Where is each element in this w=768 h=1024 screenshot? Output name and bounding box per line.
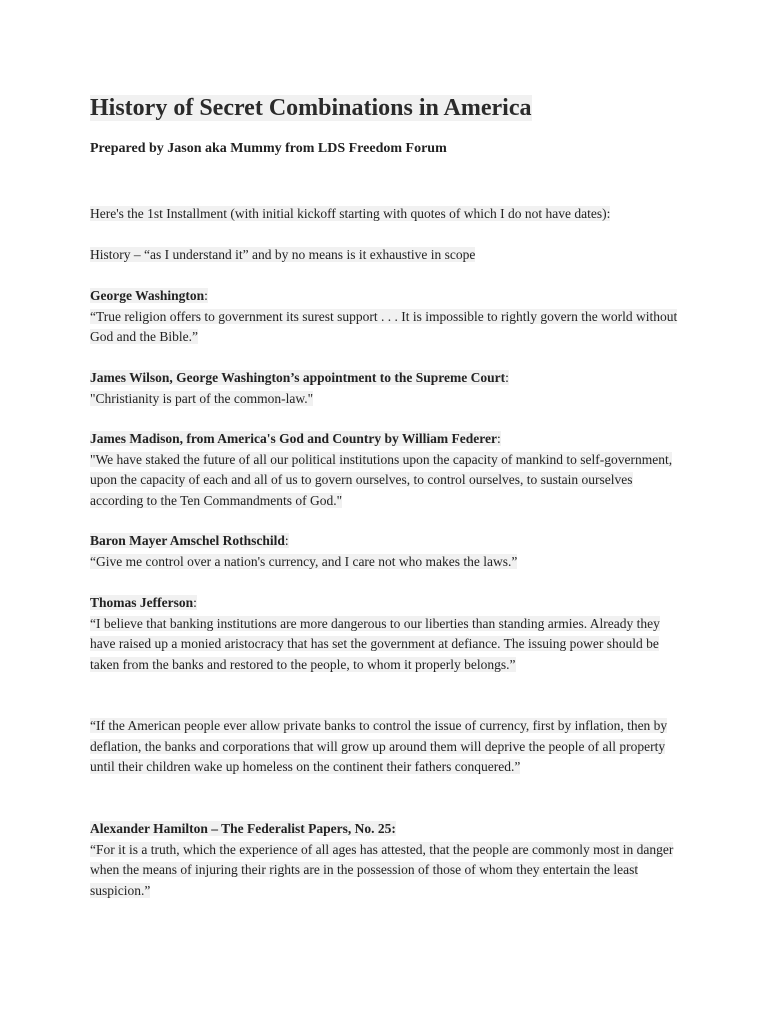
quote-block-wilson bbox=[90, 368, 680, 409]
speaker-name: Thomas Jefferson bbox=[90, 595, 194, 610]
speaker-suffix: : bbox=[497, 431, 501, 446]
speaker-suffix: : bbox=[505, 370, 509, 385]
speaker-name: George Washington bbox=[90, 288, 205, 303]
quote-text: “If the American people ever allow private banks to control the issue of currency, first by inflation, then by deflation, the banks and corporations that will grow up around them will deprive the people of all property until their children wake up homeless on the continent their fathers conquered.” bbox=[90, 718, 668, 774]
quote-block-jefferson bbox=[90, 593, 680, 675]
speaker-suffix: : bbox=[204, 288, 208, 303]
quote-text: "Christianity is part of the common-law." bbox=[90, 390, 314, 406]
speaker-suffix: : bbox=[193, 595, 197, 610]
quote-block-washington bbox=[90, 286, 680, 348]
speaker-suffix: : bbox=[284, 533, 289, 548]
speaker-name: James Wilson, George Washington’s appointment to the Supreme Court bbox=[90, 370, 506, 385]
quote-text: "We have staked the future of all our political institutions upon the capacity of mankind to self-government, upon the capacity of each and all of us to govern ourselves, to control ourselves, to sustain ourselves according to the Ten Commandments of God." bbox=[90, 451, 673, 508]
document-subtitle: Prepared by Jason aka Mummy from LDS Freedom Forum bbox=[90, 141, 447, 156]
speaker-name: Alexander Hamilton – The Federalist Papers, No. 25: bbox=[90, 821, 396, 836]
speaker-name: Baron Mayer Amschel Rothschild bbox=[90, 533, 285, 548]
quote-block-madison bbox=[90, 429, 680, 511]
document-title-text: History of Secret Combinations in America bbox=[90, 95, 532, 121]
quote-text: “True religion offers to government its surest support . . . It is impossible to rightly govern the world without God and the Bible.” bbox=[90, 308, 678, 344]
quote-text: “I believe that banking institutions are more dangerous to our liberties than standing armies. Already they have raised up a monied aristocracy that has set the government at defiance. The issuing power should be taken from the banks and restored to the people, to whom it properly belongs.” bbox=[90, 615, 660, 672]
intro-text: Here's the 1st Installment (with initial kickoff starting with quotes of which I do not have dates): bbox=[90, 206, 611, 221]
document-title bbox=[90, 92, 532, 124]
intro-paragraph bbox=[90, 204, 680, 225]
quote-text: “For it is a truth, which the experience of all ages has attested, that the people are commonly most in danger when the means of injuring their rights are in the possession of those of whom they entertain the least suspicion.” bbox=[90, 841, 674, 898]
quote-block-jefferson-2 bbox=[90, 716, 680, 778]
speaker-name: James Madison, from America's God and Country by William Federer bbox=[90, 431, 497, 446]
quote-block-hamilton bbox=[90, 819, 680, 901]
history-paragraph bbox=[90, 245, 680, 266]
history-text: History – “as I understand it” and by no means is it exhaustive in scope bbox=[90, 247, 476, 262]
quote-block-rothschild bbox=[90, 531, 680, 572]
quote-text: “Give me control over a nation's currency, and I care not who makes the laws.” bbox=[90, 553, 518, 569]
